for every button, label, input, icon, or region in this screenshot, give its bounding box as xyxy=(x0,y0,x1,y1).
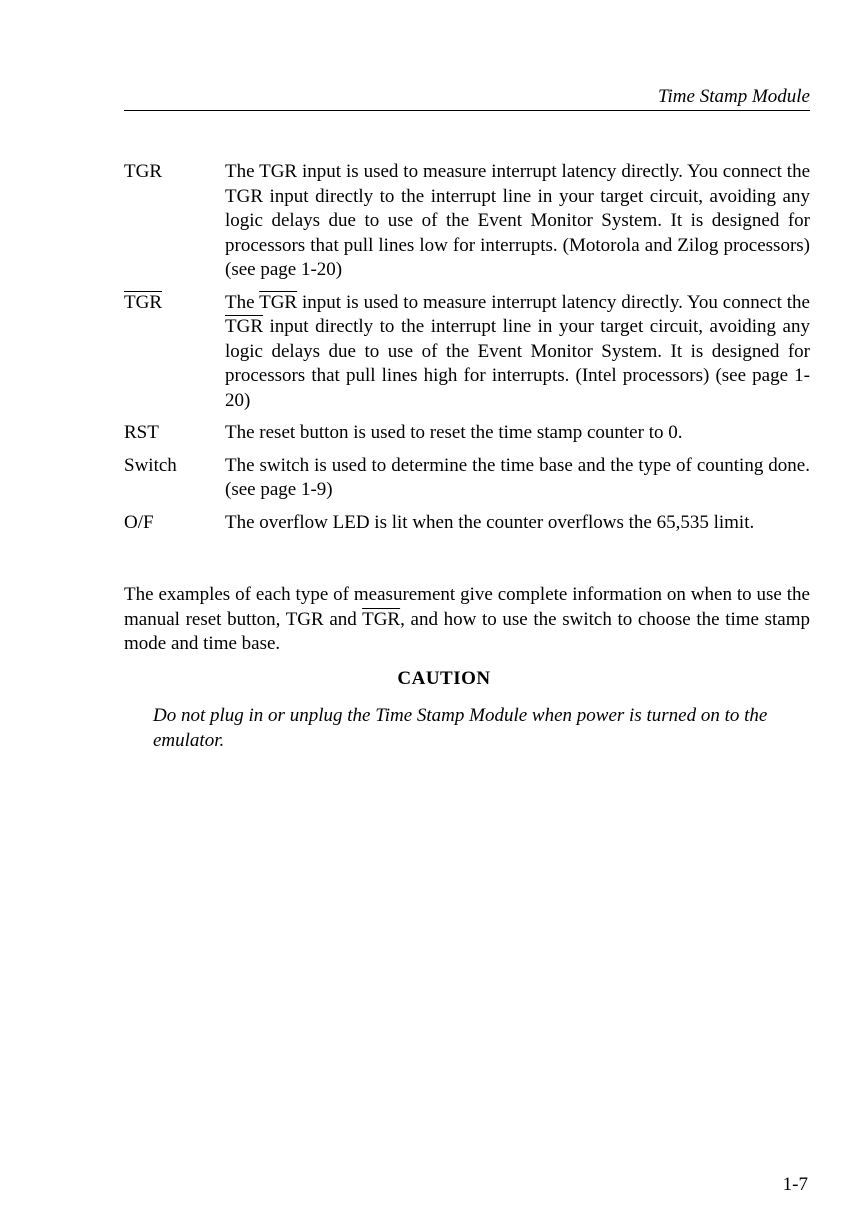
definition-term xyxy=(124,291,225,414)
definition-text: The xyxy=(225,291,260,313)
examples-paragraph xyxy=(124,583,810,657)
header-title: Time Stamp Module xyxy=(658,86,810,107)
definition-description xyxy=(225,291,810,414)
page-header xyxy=(124,84,810,111)
definition-text: The overflow LED is lit when the counter overflows the 65,535 limit. xyxy=(225,511,755,533)
definition-term: O/F xyxy=(124,511,154,533)
definition-description xyxy=(225,454,810,503)
overlined-signal-name: $\overline{TGR}$ xyxy=(124,291,162,313)
caution-text: Do not plug in or unplug the Time Stamp Module when power is turned on to the emulator. xyxy=(153,705,768,751)
paragraph-text: The examples of each type of measurement give complete information on when to use the manual reset button, TGR and xyxy=(124,584,810,630)
overlined-signal-name: $\overline{TGR}$ xyxy=(225,316,263,337)
definition-term: TGR xyxy=(124,161,162,182)
overlined-signal-name: $\overline{TGR}$ xyxy=(259,291,298,313)
definition-description xyxy=(225,511,810,536)
paragraph-text: , and how to use the switch to choose the time stamp mode and time base. xyxy=(124,608,810,654)
definition-row-switch xyxy=(124,454,810,503)
definition-list xyxy=(124,160,810,543)
definition-description xyxy=(225,160,810,283)
definition-text: The switch is used to determine the time base and the type of counting done. (see page 1-9) xyxy=(225,454,810,500)
definition-text: input is used to measure interrupt latency directly. You connect the xyxy=(297,291,810,313)
page-number: 1-7 xyxy=(782,1174,808,1195)
definition-row-overflow xyxy=(124,511,810,536)
definition-term: RST xyxy=(124,422,159,443)
definition-row-tgr-inverted xyxy=(124,291,810,414)
caution-heading: CAUTION xyxy=(397,668,491,689)
definition-description xyxy=(225,421,810,446)
definition-row-tgr xyxy=(124,160,810,283)
definition-text: The TGR input is used to measure interrupt latency directly. You connect the TGR input directly to the interrupt line in your target circuit, avoiding any logic delays due to use of the Event Monitor System. It is designed for processors that pull lines low for interrupts. (Motorola and Zilog processors) (see page 1-20) xyxy=(225,161,810,280)
definition-term: Switch xyxy=(124,454,177,476)
definition-text: input directly to the interrupt line in your target circuit, avoiding any logic delays due to use of the Event Monitor System. It is designed for processors that pull lines high for interrupts. (Intel processors) (see page 1-20) xyxy=(225,316,810,411)
definition-text: The reset button is used to reset the time stamp counter to 0. xyxy=(225,422,683,443)
overlined-signal-name: $\overline{TGR}$ xyxy=(362,608,401,630)
definition-row-rst xyxy=(124,421,810,446)
